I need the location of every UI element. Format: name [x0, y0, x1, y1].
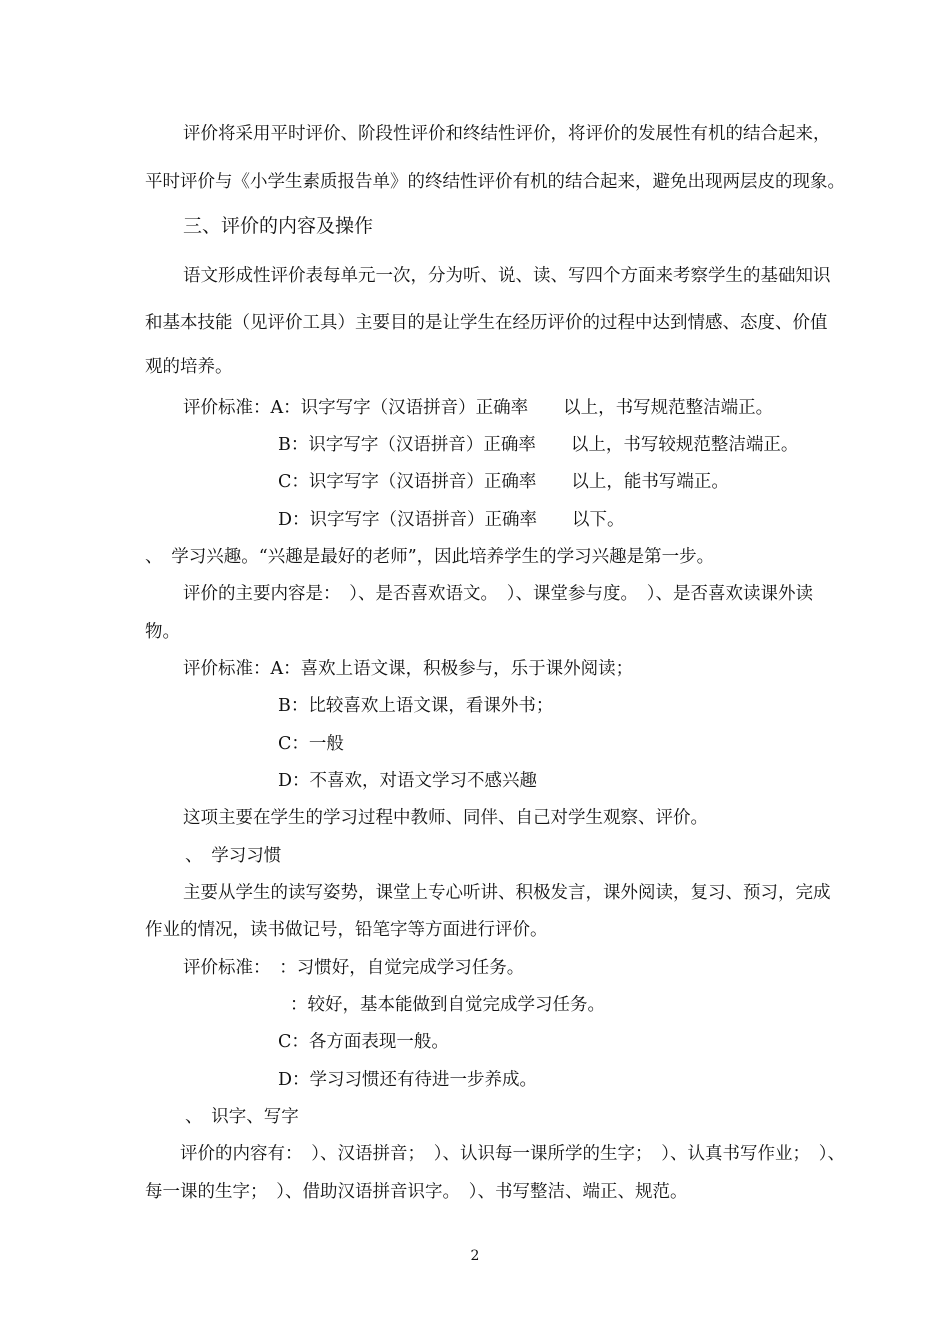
page-number: 2: [470, 1248, 480, 1264]
criteria-line: C：一般: [278, 734, 344, 754]
subheading-line: 、 学习兴趣。“兴趣是最好的老师”，因此培养学生的学习兴趣是第一步。: [145, 547, 715, 567]
criteria-line: D：学习习惯还有待进一步养成。: [278, 1070, 538, 1090]
criteria-line: B：比较喜欢上语文课，看课外书；: [278, 696, 554, 716]
criteria-line: 评价标准： ：习惯好，自觉完成学习任务。: [183, 958, 525, 978]
criteria-line: 评价标准：A：识字写字（汉语拼音）正确率 以上，书写规范整洁端正。: [183, 398, 774, 418]
paragraph-line: 这项主要在学生的学习过程中教师、同伴、自己对学生观察、评价。: [183, 808, 708, 828]
paragraph-line: 评价将采用平时评价、阶段性评价和终结性评价，将评价的发展性有机的结合起来，: [183, 124, 831, 144]
paragraph-line: 和基本技能（见评价工具）主要目的是让学生在经历评价的过程中达到情感、态度、价值: [145, 313, 828, 333]
section-heading: 三、评价的内容及操作: [183, 215, 374, 237]
subheading-line: 、 识字、写字: [185, 1107, 299, 1127]
paragraph-line: 主要从学生的读写姿势，课堂上专心听讲、积极发言，课外阅读，复习、预习，完成: [183, 883, 831, 903]
criteria-line: ：较好，基本能做到自觉完成学习任务。: [290, 995, 605, 1015]
criteria-line: C：识字写字（汉语拼音）正确率 以上，能书写端正。: [278, 472, 729, 492]
criteria-line: B：识字写字（汉语拼音）正确率 以上，书写较规范整洁端正。: [278, 435, 799, 455]
paragraph-line: 评价的主要内容是： ）、是否喜欢语文。 ）、课堂参与度。 ）、是否喜欢读课外读: [183, 584, 813, 604]
criteria-line: C：各方面表现一般。: [278, 1032, 449, 1052]
paragraph-line: 观的培养。: [145, 357, 233, 377]
paragraph-line: 作业的情况，读书做记号，铅笔字等方面进行评价。: [145, 920, 548, 940]
paragraph-line: 语文形成性评价表每单元一次，分为听、说、读、写四个方面来考察学生的基础知识: [183, 266, 831, 286]
paragraph-line: 物。: [145, 622, 180, 642]
paragraph-line: 平时评价与《小学生素质报告单》的终结性评价有机的结合起来，避免出现两层皮的现象。: [145, 172, 845, 192]
criteria-line: D：不喜欢，对语文学习不感兴趣: [278, 771, 538, 791]
criteria-line: D：识字写字（汉语拼音）正确率 以下。: [278, 510, 625, 530]
criteria-line: 评价标准：A：喜欢上语文课，积极参与，乐于课外阅读；: [183, 659, 634, 679]
paragraph-line: 每一课的生字； ）、借助汉语拼音识字。 ）、书写整洁、端正、规范。: [145, 1182, 688, 1202]
paragraph-line: 评价的内容有： ）、汉语拼音； ）、认识每一课所学的生字； ）、认真书写作业； ）、: [180, 1144, 845, 1164]
subheading-line: 、 学习习惯: [185, 846, 282, 866]
